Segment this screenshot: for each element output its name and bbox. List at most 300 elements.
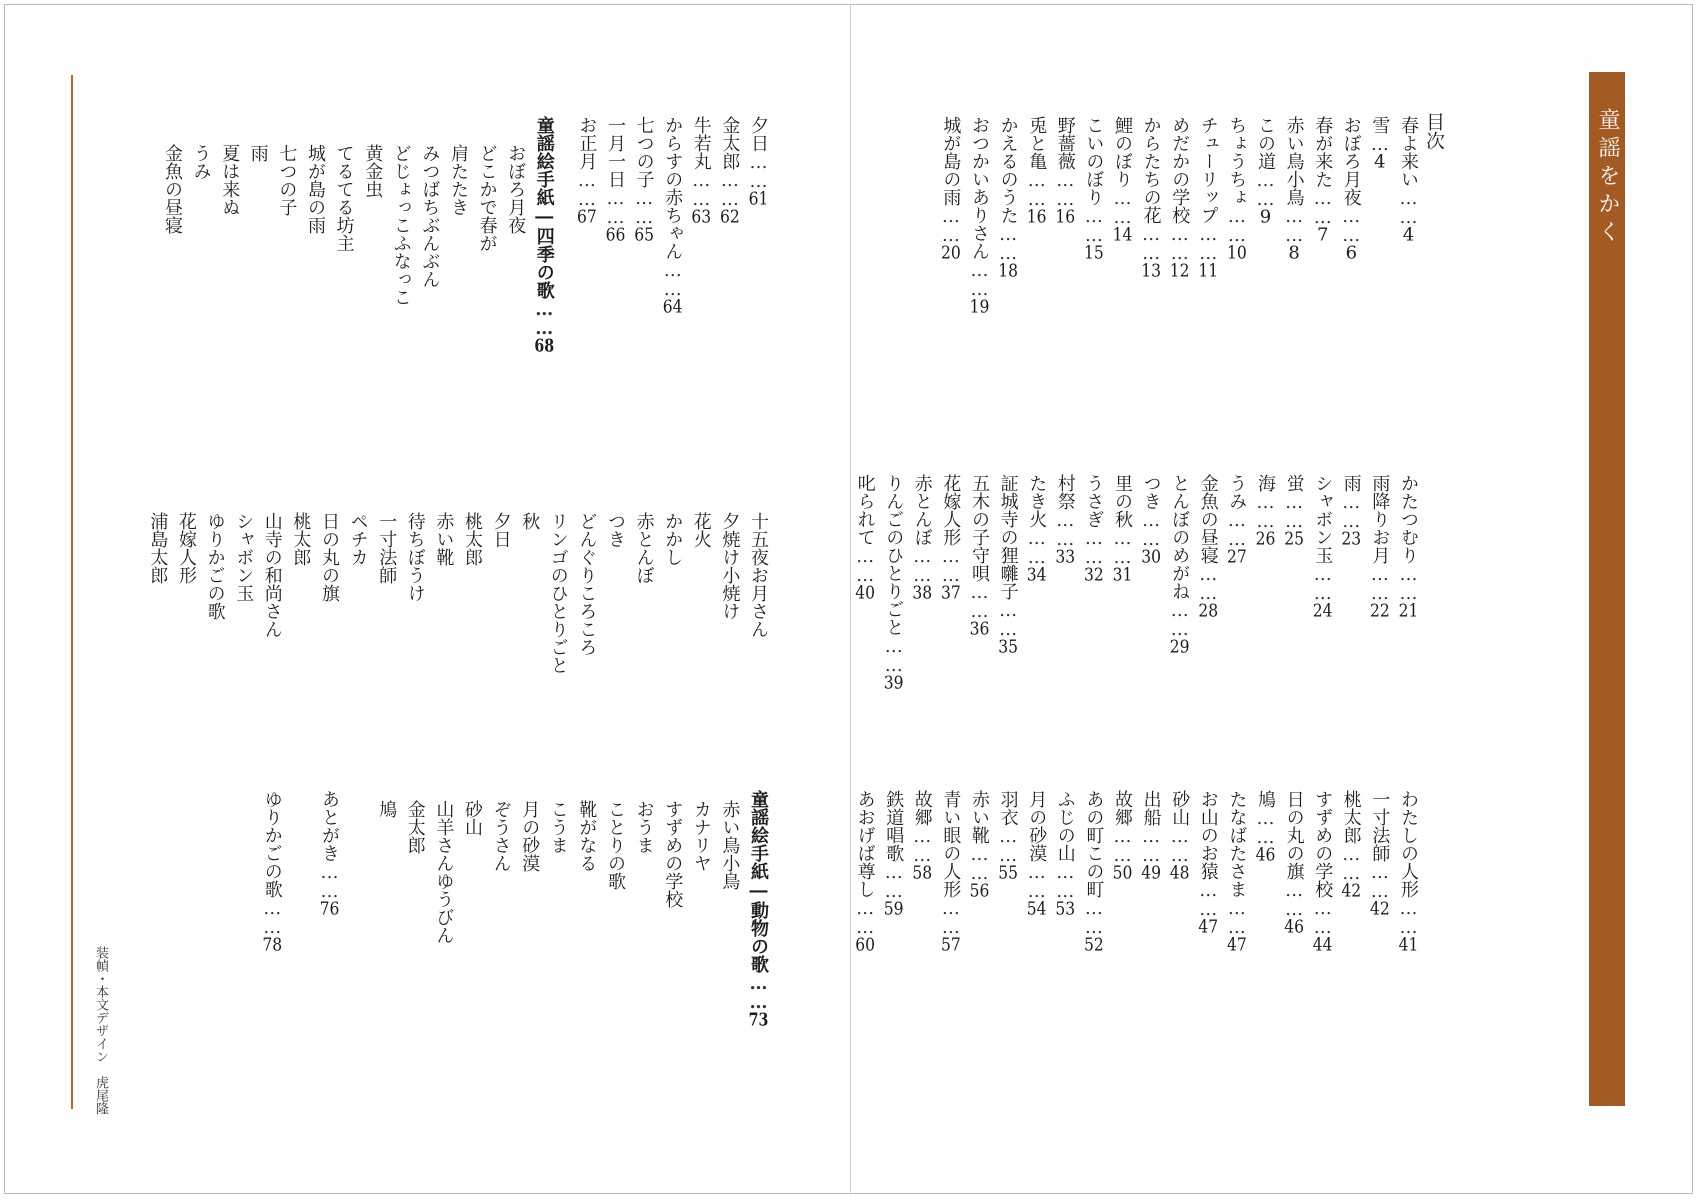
toc-entry [572, 116, 600, 226]
toc-subentry [715, 800, 743, 890]
toc-subentry [473, 144, 501, 252]
toc-entry-leader: …… [1312, 188, 1334, 226]
toc-entry-leader: …… [576, 170, 598, 208]
toc-entry [994, 474, 1022, 656]
toc-entry-leader: …… [883, 862, 905, 900]
toc-entry-page: 50 [1112, 864, 1133, 882]
toc-entry-title: チューリップ [1197, 116, 1219, 224]
toc-entry-page: 34 [1026, 566, 1047, 584]
toc-entry-title: 一寸法師 [1369, 790, 1391, 862]
toc-entry-title: うみ [1226, 474, 1248, 510]
toc-entry-leader: …… [633, 188, 655, 226]
toc-heading: 目次 [1423, 112, 1445, 150]
toc-entry-leader: …… [1197, 564, 1219, 602]
toc-entry [1222, 790, 1250, 954]
toc-entry-leader: …… [1083, 206, 1105, 244]
toc-entry-page: 22 [1369, 602, 1390, 620]
toc-entry [1079, 116, 1107, 262]
toc-entry-page: 27 [1226, 548, 1247, 566]
toc-entry-title: 蛍 [1283, 474, 1305, 492]
toc-subentry [286, 512, 314, 566]
toc-entry-leader: …… [1169, 224, 1191, 262]
toc-entry-title: シャボン玉 [1312, 474, 1334, 564]
toc-entry-title: わたしの人形 [1398, 790, 1419, 898]
toc-subentry [630, 800, 658, 854]
toc-subentry [229, 512, 257, 602]
toc-entry [1337, 790, 1365, 900]
toc-entry-leader: …… [1197, 224, 1219, 262]
toc-entry-page: 66 [605, 226, 626, 244]
toc-subentry [687, 800, 715, 872]
toc-entry-page: 47 [1198, 918, 1219, 936]
toc-subentry [215, 144, 243, 216]
toc-subentry [372, 800, 400, 818]
toc-entry [1137, 116, 1165, 280]
toc-entry-title: 故郷 [1112, 790, 1133, 826]
toc-entry [936, 474, 964, 602]
toc-entry-title: かかし [662, 512, 684, 566]
toc-entry-page: 38 [912, 584, 933, 602]
toc-entry-page: 12 [1169, 262, 1190, 280]
toc-entry [1137, 474, 1165, 566]
toc-entry-title: 日の丸の旗 [319, 512, 340, 602]
toc-entry-leader: …… [1112, 826, 1133, 864]
toc-entry-page: 60 [855, 936, 875, 954]
toc-entry [1251, 790, 1279, 864]
toc-entry-leader: …… [969, 260, 990, 298]
toc-entry-title: りんごのひとりごと [883, 474, 905, 636]
toc-entry [1165, 116, 1193, 280]
toc-entry-leader: …… [1255, 170, 1276, 208]
toc-entry-title: 一寸法師 [376, 512, 398, 584]
toc-entry [1194, 116, 1222, 280]
toc-entry-page: 19 [969, 298, 990, 316]
toc-entry-leader: … [1369, 134, 1391, 153]
toc-entry [965, 116, 993, 316]
toc-entry-title: ちょうちょ [1226, 116, 1248, 206]
toc-entry-page: 49 [1141, 864, 1161, 882]
toc-subentry [487, 512, 515, 548]
toc-entry-title: 雨 [1340, 474, 1362, 492]
toc-entry-title: 肩たたき [448, 144, 469, 216]
toc-entry [1137, 790, 1165, 882]
toc-entry [258, 790, 286, 954]
toc-entry-page: 16 [1055, 208, 1076, 226]
toc-subentry [301, 144, 329, 234]
toc-entry-page: 32 [1083, 566, 1104, 584]
toc-entry [1051, 790, 1079, 918]
toc-entry-title: 童謡絵手紙―四季の歌 [533, 116, 555, 299]
toc-entry-leader: …… [1112, 528, 1133, 566]
toc-entry-title: 日の丸の旗 [1283, 790, 1305, 880]
toc-entry-title: 赤い鳥小鳥 [719, 800, 741, 890]
toc-entry [965, 790, 993, 900]
toc-entry [1022, 116, 1050, 226]
toc-entry-title: 赤い靴 [433, 512, 455, 566]
toc-entry-title: 鳩 [1255, 790, 1276, 808]
toc-entry-title: 金魚の昼寝 [1197, 474, 1219, 564]
section-heading-doubutsu [744, 790, 772, 1029]
toc-entry-page: 47 [1226, 936, 1247, 954]
toc-entry-leader: …… [997, 600, 1019, 638]
toc-entry-title: 砂山 [1169, 790, 1191, 826]
toc-entry-title: 桃太郎 [290, 512, 312, 566]
toc-subentry [344, 512, 372, 566]
toc-entry [1022, 790, 1050, 918]
toc-entry-title: どじょっこふなっこ [390, 144, 412, 306]
toc-entry-leader: …… [319, 862, 340, 900]
toc-entry-title: ぞうさん [490, 800, 512, 872]
toc-entry-leader: …… [662, 260, 684, 298]
toc-entry [744, 116, 772, 208]
toc-entry-title: 桃太郎 [462, 512, 483, 566]
toc-subentry [572, 512, 600, 656]
toc-entry-leader: …… [1255, 808, 1276, 846]
toc-entry-title: 赤い靴 [969, 790, 990, 844]
toc-entry-title: 五木の子守唄 [969, 474, 990, 582]
toc-entry [1079, 790, 1107, 954]
toc-entry-title: 七つの子 [276, 144, 298, 216]
toc-entry-leader: …… [1083, 898, 1105, 936]
toc-entry-title: 牛若丸 [690, 116, 712, 170]
toc-subentry [158, 144, 186, 234]
toc-subentry [544, 800, 572, 854]
toc-entry-leader: …… [719, 170, 741, 208]
toc-entry-leader: …… [1398, 898, 1419, 936]
toc-entry-page: 46 [1284, 918, 1304, 936]
toc-entry-page: 37 [940, 584, 961, 602]
toc-entry-title: どこかで春が [476, 144, 498, 252]
toc-entry-title: おつかいありさん [969, 116, 990, 260]
toc-entry-page: 58 [912, 864, 933, 882]
toc-entry-page: 36 [969, 620, 990, 638]
toc-subentry [415, 144, 443, 288]
toc-entry-leader: …… [940, 898, 962, 936]
toc-entry-title: シャボン玉 [233, 512, 255, 602]
toc-entry [936, 116, 964, 262]
toc-entry-title: 金太郎 [404, 800, 426, 854]
toc-entry-page: 42 [1369, 900, 1390, 918]
toc-entry-title: 鯉のぼり [1112, 116, 1133, 188]
toc-entry-page: 4 [1374, 153, 1386, 171]
toc-entry [851, 790, 879, 954]
toc-entry-page: 42 [1341, 882, 1362, 900]
toc-entry-title: 叱られて [854, 474, 876, 546]
toc-entry-page: 53 [1055, 900, 1076, 918]
toc-entry-title: すずめの学校 [1312, 790, 1334, 898]
toc-entry-leader: …… [605, 188, 626, 226]
toc-entry-leader: …… [1026, 862, 1048, 900]
toc-entry-title: 赤い鳥小鳥 [1283, 116, 1305, 206]
title-band [1589, 72, 1625, 1106]
toc-entry-leader: …… [1340, 206, 1362, 244]
toc-entry-leader: …… [1026, 528, 1048, 566]
toc-entry-page: 48 [1169, 864, 1190, 882]
toc-subentry [744, 512, 772, 638]
toc-entry-page: 31 [1112, 566, 1133, 584]
toc-entry-page: 28 [1198, 602, 1219, 620]
toc-entry-title: 兎と亀 [1026, 116, 1048, 170]
toc-entry-leader: …… [997, 224, 1019, 262]
toc-entry [1394, 116, 1422, 244]
toc-entry-title: 城が島の雨 [305, 144, 326, 234]
toc-entry-leader: …… [1226, 898, 1248, 936]
toc-entry-afterword [315, 790, 343, 918]
toc-entry-title: 雨 [247, 144, 269, 162]
toc-entry [1079, 474, 1107, 584]
toc-entry-title: リンゴのひとりごと [547, 512, 569, 674]
toc-entry-title: 夕焼け小焼け [719, 512, 741, 620]
toc-subentry [372, 512, 400, 584]
toc-entry-leader: …… [261, 898, 283, 936]
toc-subentry [201, 512, 229, 620]
toc-entry-title: 月の砂漠 [1026, 790, 1048, 862]
toc-entry-title: 十五夜お月さん [748, 512, 769, 638]
toc-subentry [330, 144, 358, 252]
toc-entry [1280, 474, 1308, 548]
toc-entry-page: 55 [998, 864, 1018, 882]
toc-subentry [429, 800, 457, 944]
toc-entry-page: 20 [940, 244, 961, 262]
toc-entry [908, 474, 936, 602]
toc-entry-title: ペチカ [347, 512, 369, 566]
toc-entry-title: 金太郎 [719, 116, 741, 170]
toc-entry-leader: …… [748, 973, 769, 1011]
toc-entry [1308, 116, 1336, 244]
toc-entry-leader: …… [969, 844, 990, 882]
toc-entry-leader: …… [1369, 862, 1391, 900]
toc-entry-page: 15 [1083, 244, 1104, 262]
toc-entry-page: 4 [1402, 226, 1415, 244]
toc-entry [715, 116, 743, 226]
toc-subentry [544, 512, 572, 674]
toc-entry-page: 54 [1026, 900, 1047, 918]
toc-entry-title: ゆりかごの歌 [261, 790, 283, 898]
toc-entry-page: 23 [1341, 530, 1362, 548]
toc-entry-title: 砂山 [462, 800, 483, 836]
toc-entry-title: 野薔薇 [1054, 116, 1076, 170]
toc-entry-title: 桃太郎 [1340, 790, 1362, 844]
toc-entry-title: 夕日 [748, 116, 769, 152]
toc-entry-leader: …… [854, 546, 876, 584]
toc-entry-title: とんぼのめがね [1169, 474, 1191, 600]
toc-entry-page: 61 [748, 190, 769, 208]
toc-entry [851, 474, 879, 602]
toc-subentry [387, 144, 415, 306]
toc-entry-leader: …… [1169, 600, 1191, 638]
toc-entry-title: 雨降りお月 [1369, 474, 1391, 564]
toc-entry-page: 57 [940, 936, 961, 954]
toc-entry [879, 790, 907, 918]
toc-entry-title: 花嫁人形 [940, 474, 962, 546]
toc-entry-title: 童謡絵手紙―動物の歌 [748, 790, 769, 973]
toc-subentry [444, 144, 472, 216]
toc-entry-title: 赤とんぼ [633, 512, 655, 584]
toc-entry [1051, 116, 1079, 226]
toc-entry-page: 30 [1141, 548, 1161, 566]
toc-entry-leader: …… [997, 826, 1019, 864]
toc-entry-title: 夏は来ぬ [219, 144, 241, 216]
toc-entry-leader: …… [940, 546, 962, 584]
toc-entry-page: 10 [1226, 244, 1247, 262]
toc-subentry [315, 512, 343, 602]
toc-subentry [272, 144, 300, 216]
toc-entry-title: 春が来た [1312, 116, 1334, 188]
toc-entry-page: 59 [883, 900, 904, 918]
toc-entry-page: 44 [1312, 936, 1333, 954]
toc-entry [1165, 474, 1193, 656]
toc-subentry [172, 512, 200, 584]
toc-entry-leader: …… [969, 582, 990, 620]
toc-entry-title: おうま [633, 800, 655, 854]
toc-entry-leader: …… [1340, 492, 1362, 530]
toc-subentry [358, 144, 386, 198]
toc-entry-title: 鉄道唱歌 [883, 790, 905, 862]
toc-entry-leader: …… [883, 636, 905, 674]
toc-entry-page: 39 [883, 674, 904, 692]
toc-subentry [487, 800, 515, 872]
toc-entry-title: 金魚の昼寝 [162, 144, 183, 234]
toc-entry-page: 9 [1259, 208, 1272, 226]
toc-entry-page: 18 [998, 262, 1018, 280]
toc-entry-title: からたちの花 [1140, 116, 1162, 224]
toc-entry [1280, 116, 1308, 262]
toc-entry-leader: …… [1054, 862, 1076, 900]
toc-entry-title: つき [605, 512, 626, 548]
toc-entry-leader: …… [1112, 188, 1133, 226]
toc-entry-leader: …… [1083, 528, 1105, 566]
toc-subentry [401, 800, 429, 854]
toc-entry-title: おぼろ月夜 [505, 144, 527, 234]
toc-entry-title: みつばちぶんぶん [419, 144, 441, 288]
toc-entry-page: 35 [998, 638, 1018, 656]
toc-entry [1394, 790, 1422, 954]
toc-entry [1022, 474, 1050, 584]
toc-entry-title: ゆりかごの歌 [204, 512, 226, 620]
toc-entry [1308, 474, 1336, 620]
toc-entry-page: 7 [1316, 226, 1329, 244]
toc-entry-title: 待ちぼうけ [404, 512, 426, 602]
toc-entry [965, 474, 993, 638]
toc-entry-leader: …… [1255, 492, 1276, 530]
toc-entry [1222, 474, 1250, 566]
toc-entry-leader: …… [911, 826, 933, 864]
toc-entry-page: 52 [1083, 936, 1104, 954]
toc-entry-title: つき [1140, 474, 1162, 510]
toc-entry-title: たき火 [1026, 474, 1048, 528]
toc-entry [1308, 790, 1336, 954]
toc-entry-title: 鳩 [376, 800, 398, 818]
toc-entry-leader: …… [1169, 826, 1191, 864]
toc-entry-page: 16 [1026, 208, 1047, 226]
toc-entry [936, 790, 964, 954]
toc-entry-title: この道 [1255, 116, 1276, 170]
toc-entry-title: 村祭 [1054, 474, 1076, 510]
toc-entry [1337, 474, 1365, 548]
toc-entry-title: お正月 [576, 116, 598, 170]
toc-entry-leader: …… [1283, 492, 1305, 530]
toc-entry-title: ことりの歌 [605, 800, 626, 890]
toc-entry-title: すずめの学校 [662, 800, 684, 908]
toc-entry-page: 76 [319, 900, 340, 918]
toc-entry-leader: …… [1226, 206, 1248, 244]
toc-entry-leader: …… [690, 170, 712, 208]
toc-entry [601, 116, 629, 244]
toc-entry-page: 63 [691, 208, 712, 226]
toc-entry [1251, 474, 1279, 548]
toc-entry [1394, 474, 1422, 620]
toc-entry-title: 故郷 [911, 790, 933, 826]
toc-entry-page: 68 [534, 337, 555, 355]
toc-entry [687, 116, 715, 226]
toc-entry-title: お山のお猿 [1197, 790, 1219, 880]
left-margin-rule [71, 75, 73, 1109]
toc-entry-leader: …… [1398, 564, 1419, 602]
toc-subentry [630, 512, 658, 584]
toc-entry-page: 41 [1398, 936, 1419, 954]
toc-entry-title: たなばたさま [1226, 790, 1248, 898]
toc-entry-page: 64 [662, 298, 683, 316]
toc-entry-title: 山寺の和尚さん [261, 512, 283, 638]
toc-entry-leader: …… [1226, 510, 1248, 548]
toc-entry [630, 116, 658, 244]
toc-entry-leader: …… [1312, 564, 1334, 602]
toc-entry-page: 6 [1345, 244, 1358, 262]
toc-entry-page: 46 [1255, 846, 1276, 864]
toc-entry [1280, 790, 1308, 936]
toc-entry-page: 78 [262, 936, 283, 954]
toc-entry-leader: …… [911, 546, 933, 584]
toc-entry-title: あおげば尊し [854, 790, 876, 898]
toc-entry-title: 青い眼の人形 [940, 790, 962, 898]
toc-entry-title: 浦島太郎 [147, 512, 169, 584]
toc-entry [1365, 474, 1393, 620]
toc-entry-title: 出船 [1140, 790, 1162, 826]
toc-entry-title: 秋 [519, 512, 541, 530]
toc-subentry [687, 512, 715, 548]
toc-entry [1194, 474, 1222, 620]
toc-entry-title: かえるのうた [997, 116, 1019, 224]
toc-entry [879, 474, 907, 692]
toc-entry-page: 33 [1055, 548, 1076, 566]
toc-subentry [458, 512, 486, 566]
toc-entry-title: ふじの山 [1054, 790, 1076, 862]
toc-entry [1108, 474, 1136, 584]
toc-subentry [658, 800, 686, 908]
toc-subentry [515, 512, 543, 530]
toc-entry-title: めだかの学校 [1169, 116, 1191, 224]
toc-entry-leader: …… [854, 898, 876, 936]
toc-entry-title: カナリヤ [690, 800, 712, 872]
toc-entry [1108, 116, 1136, 244]
toc-entry-leader: …… [533, 299, 555, 337]
toc-entry-title: 里の秋 [1112, 474, 1133, 528]
toc-subentry [715, 512, 743, 620]
toc-entry-title: こうま [547, 800, 569, 854]
toc-entry-leader: …… [1140, 224, 1162, 262]
section-heading-shiki [530, 116, 558, 355]
toc-entry [994, 116, 1022, 280]
toc-entry [994, 790, 1022, 882]
toc-entry-title: うさぎ [1083, 474, 1105, 528]
toc-entry-leader: …… [1283, 880, 1305, 918]
toc-entry-leader: …… [1197, 880, 1219, 918]
design-credit: 装幀・本文デザイン 虎尾隆 [93, 946, 108, 1115]
toc-entry-title: 花火 [690, 512, 712, 548]
toc-entry-leader: …… [748, 152, 769, 190]
toc-entry-page: 13 [1141, 262, 1161, 280]
toc-subentry [601, 800, 629, 890]
